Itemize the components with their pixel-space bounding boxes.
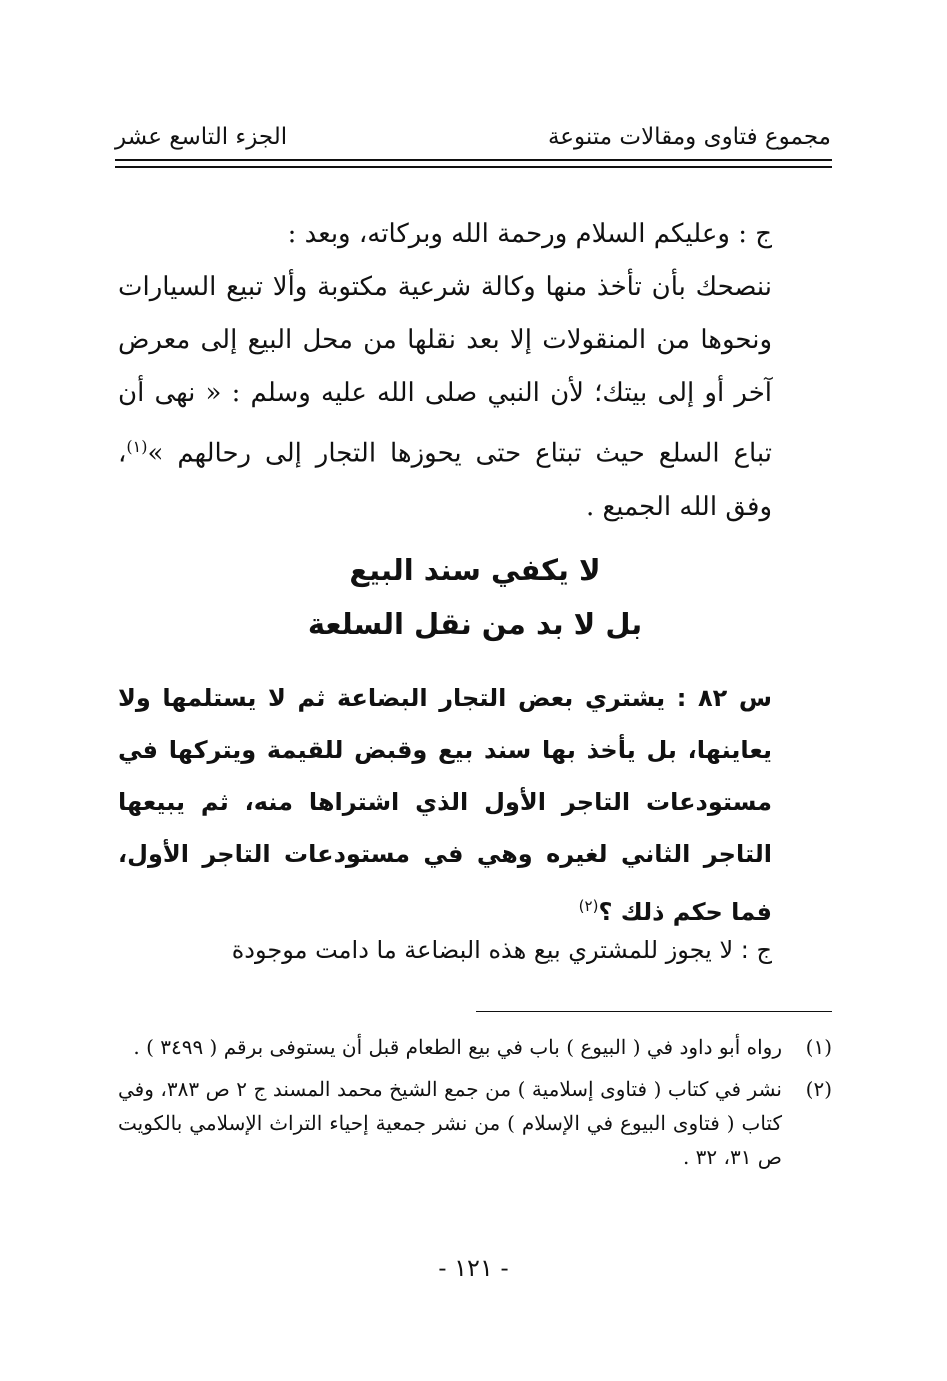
answer-greeting: ج : وعليكم السلام ورحمة الله وبركاته، وبعد : [287,219,772,249]
running-header [115,112,831,152]
previous-answer [118,208,832,534]
footnote-ref-1: (١) [126,437,148,456]
answer-body-text: ننصحك بأن تأخذ منها وكالة شرعية مكتوبة وألا تبيع السيارات ونحوها من المنقولات إلا بعد نقلها من محل البيع إلى معرض آخر أو إلى بيتك؛ لأن النبي صلى الله عليه وسلم : « نهى أن تباع السلع حيث تبتاع حتى يحوزها التجار إلى رحالهم » [118,272,772,469]
answer-closing: ، وفق الله الجميع . [118,438,772,522]
book-title: مجموع فتاوى ومقالات متنوعة [547,124,831,150]
footnote-ref-2: (٢) [578,897,599,915]
footnote-2 [118,1072,832,1174]
question-body: س ٨٢ : يشتري بعض التجار البضاعة ثم لا يستلمها ولا يعاينها، بل يأخذ بها سند بيع وقبض للقيمة ويتركها في مستودعات التاجر الأول الذي اشتراها منه، ثم يبيعها التاجر الثاني لغيره وهي في مستودعات التاجر الأول، فما حكم ذلك ؟ [118,684,772,926]
header-rule-bottom [115,166,832,168]
footnote-number: (٢) [805,1077,832,1101]
section-heading-line-1: لا يكفي سند البيع [349,553,601,587]
answer-text: ج : لا يجوز للمشتري بيع هذه البضاعة ما دامت موجودة [231,936,772,964]
page-number: - ١٢١ - [438,1254,509,1282]
question-text [118,672,832,938]
footnote-text: رواه أبو داود في ( البيوع ) باب في بيع الطعام قبل أن يستوفى برقم ( ٣٤٩٩ ) . [133,1035,782,1059]
answer-body [118,261,832,534]
header-rule-top [115,159,832,161]
footnote-separator [476,1011,832,1012]
footnotes [118,1030,832,1182]
footnote-number: (١) [805,1035,832,1059]
volume-label: الجزء التاسع عشر [115,124,288,150]
footnote-text: نشر في كتاب ( فتاوى إسلامية ) من جمع الشيخ محمد المسند ج ٢ ص ٣٨٣، وفي كتاب ( فتاوى البيوع في الإسلام ) من نشر جمعية إحياء التراث الإسلامي بالكويت ص ٣١، ٣٢ . [118,1077,782,1169]
section-heading-line-2: بل لا بد من نقل السلعة [307,607,643,641]
footnote-1 [118,1030,832,1064]
